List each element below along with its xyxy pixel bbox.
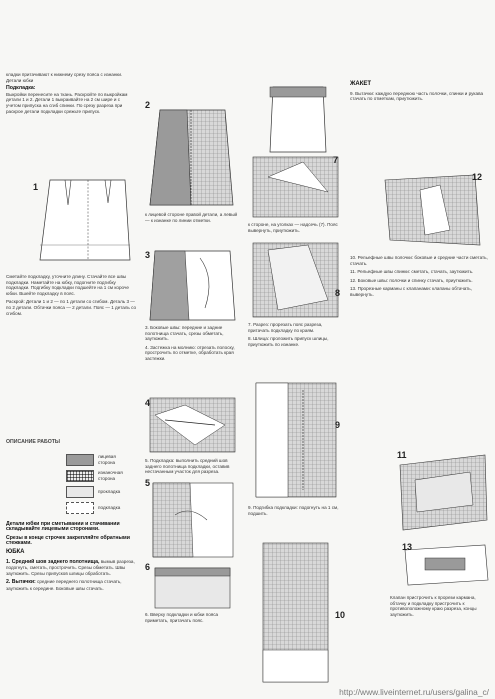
step-2 [6, 579, 136, 591]
figure-number-13: 13 [402, 542, 413, 552]
figure-11-jacket-dart [380, 170, 488, 250]
figure-5-lining [145, 480, 240, 560]
note-bold-1: Детали юбки при сметывании и стачивании складывайте лицевыми сторонами. [6, 520, 120, 533]
legend [6, 452, 136, 516]
center-step-5: 5. Подкладка: выполнить средний шов заднего полотнища подкладки, оставив нестачанным участок для разреза. [145, 458, 230, 475]
right-column-mid [350, 255, 488, 301]
skirt-title: ЮБКА [6, 548, 25, 555]
note-bold-2: Срезы в конце строчек закрепляйте обратными стежками. [6, 534, 130, 547]
legend-item-face [66, 452, 136, 468]
step-9-jacket: 9. Вытачки: каждую переднюю часть полочки, спинки и рукава стачать по отметкам, приутюжить. [350, 90, 484, 102]
center-text-a: к лицевой стороне правой детали, а левый — к изнанке по линии отметки. [145, 212, 238, 223]
lining-title: Подкладка: [6, 85, 36, 92]
legend-label-face: лицевая сторона [98, 454, 116, 465]
work-description [6, 440, 136, 595]
figure-number-5: 5 [145, 478, 151, 488]
figure-13-pocket [400, 540, 490, 588]
figure-number-6: 6 [145, 562, 151, 572]
figure-number-3: 3 [145, 250, 151, 260]
figure-number-4: 4 [145, 398, 151, 408]
step-1-title: 1. Средний шов заднего полотнища, [6, 558, 100, 565]
step-1 [6, 559, 136, 577]
right-column-bottom: Клапан пристрочить к прорези кармана, обтачку и подкладку пристрочить к противоположному краю разреза, концы заутюжить. [390, 595, 477, 617]
center-step-6: 6. Вверху подкладки и юбки пояса приметать, притачать пояс. [145, 612, 219, 623]
step-12: 12. Боковые швы: полочки и спинку стачать, приутюжить. [350, 277, 473, 283]
figure-number-10: 10 [335, 610, 346, 620]
step-11: 11. Рельефные швы спинки: сметать, стачать, заутюжить. [350, 269, 474, 275]
figure-number-1: 1 [33, 182, 39, 192]
figure-12-jacket-panel [395, 450, 490, 535]
step-1-text: вымыв разреза, подогнуть, сметать, прострочить. Срезы обметать. Швы заутюжить. Срезы припусков шлицы обработать. [6, 558, 135, 576]
work-title: ОПИСАНИЕ РАБОТЫ [6, 439, 60, 445]
step-13: 13. Прорезные карманы с клапанами: клапаны обтачать, вывернуть. [350, 286, 472, 297]
figure-2-skirt-back [145, 105, 240, 210]
figure-10-hem-detail [248, 540, 346, 685]
figure-number-7: 7 [333, 155, 339, 165]
figure-number-11: 11 [397, 450, 407, 460]
step-2-text: средние переднего полотнища стачать, заутюжить к середине. Боковые швы стачать. [6, 579, 122, 591]
legend-swatch-lining [66, 502, 94, 514]
intro-paragraph: кладки притачивают к нижнему срезу пояса с изнанки. Детали юбки [6, 72, 123, 83]
step-10: 10. Рельефные швы полочки: боковые и средние части сметать, стачать. [350, 255, 488, 266]
legend-label-lining: подкладка [98, 504, 121, 510]
figure-number-12: 12 [472, 172, 483, 182]
legend-swatch-interlining [66, 486, 94, 498]
left-column [6, 72, 136, 117]
step-7: 7. Разрез: прорезать пояс разреза, притачать подкладку по краям. [248, 322, 323, 333]
legend-item-reverse [66, 468, 136, 484]
legend-swatch-face [66, 454, 94, 466]
center-right-text-a: к стороне, на уголках — надсечь (7). Пояс вывернуть, приутюжить. [248, 222, 338, 233]
figure-7-waistband-top [248, 82, 343, 222]
lining-text: Выкройки перенесите на ткань. Раскройте по выкройкам детали 1 и 2. Детали 1 выкраивайте на 2 см шире и с учетом припуска на сгиб спинки. По срезу разреза при раскрое детали подкладки срежьте припуск. [6, 91, 128, 114]
step-3: 3. Боковые швы: передние и задние полотнища стачать, срезы обметать, заутюжить. [145, 325, 224, 342]
lining-section [6, 86, 136, 114]
figure-3-side-seam [145, 248, 240, 323]
right-column [350, 82, 488, 105]
figure-9-lining-hem [248, 380, 343, 500]
legend-label-interlining: прокладка [98, 488, 121, 494]
figure-number-8: 8 [335, 288, 341, 298]
jacket-title: ЖАКЕТ [350, 81, 372, 87]
step-4: 4. Застежка на молнию: отрезать полоску, прострочить по отметке, обработать края застежки. [145, 344, 235, 361]
left-column-lower [6, 274, 136, 319]
cut-paragraph: Раскрой: Детали 1 и 2 — по 1 детали со сгибом. Деталь 3 — по 2 детали. Обтачки пояса — 2 детали. Пояс — 1 деталь со сгибом. [6, 299, 137, 316]
center-right-step-9: 9. Подгибка подкладки: подогнуть на 1 см, подшить. [248, 505, 339, 516]
figure-6-waistband [145, 565, 240, 610]
figure-4-zipper [145, 395, 240, 455]
mid-paragraph: Сметайте подкладку, уточните длину. Стачайте все швы подкладки. Наметайте на юбку, подогните подгибку подкладки. Подгибку подкладки подшейте на 1 см короче юбки. Вшейте подкладку в пояс. [6, 274, 129, 296]
legend-item-interlining [66, 484, 136, 500]
source-url[interactable]: http://www.liveinternet.ru/users/galina_c/ [339, 687, 489, 697]
figure-8-slit [248, 240, 343, 320]
legend-swatch-reverse [66, 470, 94, 482]
step-8: 8. Шлица: проложить припуск шлицы, приутюжить по изнанке. [248, 336, 329, 347]
center-right-steps [248, 322, 343, 350]
figure-number-9: 9 [335, 420, 341, 430]
step-2-title: 2. Вытачки: [6, 579, 36, 586]
legend-label-reverse: изнаночная сторона [98, 470, 123, 481]
legend-item-lining [66, 500, 136, 516]
figure-number-2: 2 [145, 100, 151, 110]
figure-1-skirt-pattern [30, 175, 140, 265]
center-step-3-4 [145, 325, 240, 365]
